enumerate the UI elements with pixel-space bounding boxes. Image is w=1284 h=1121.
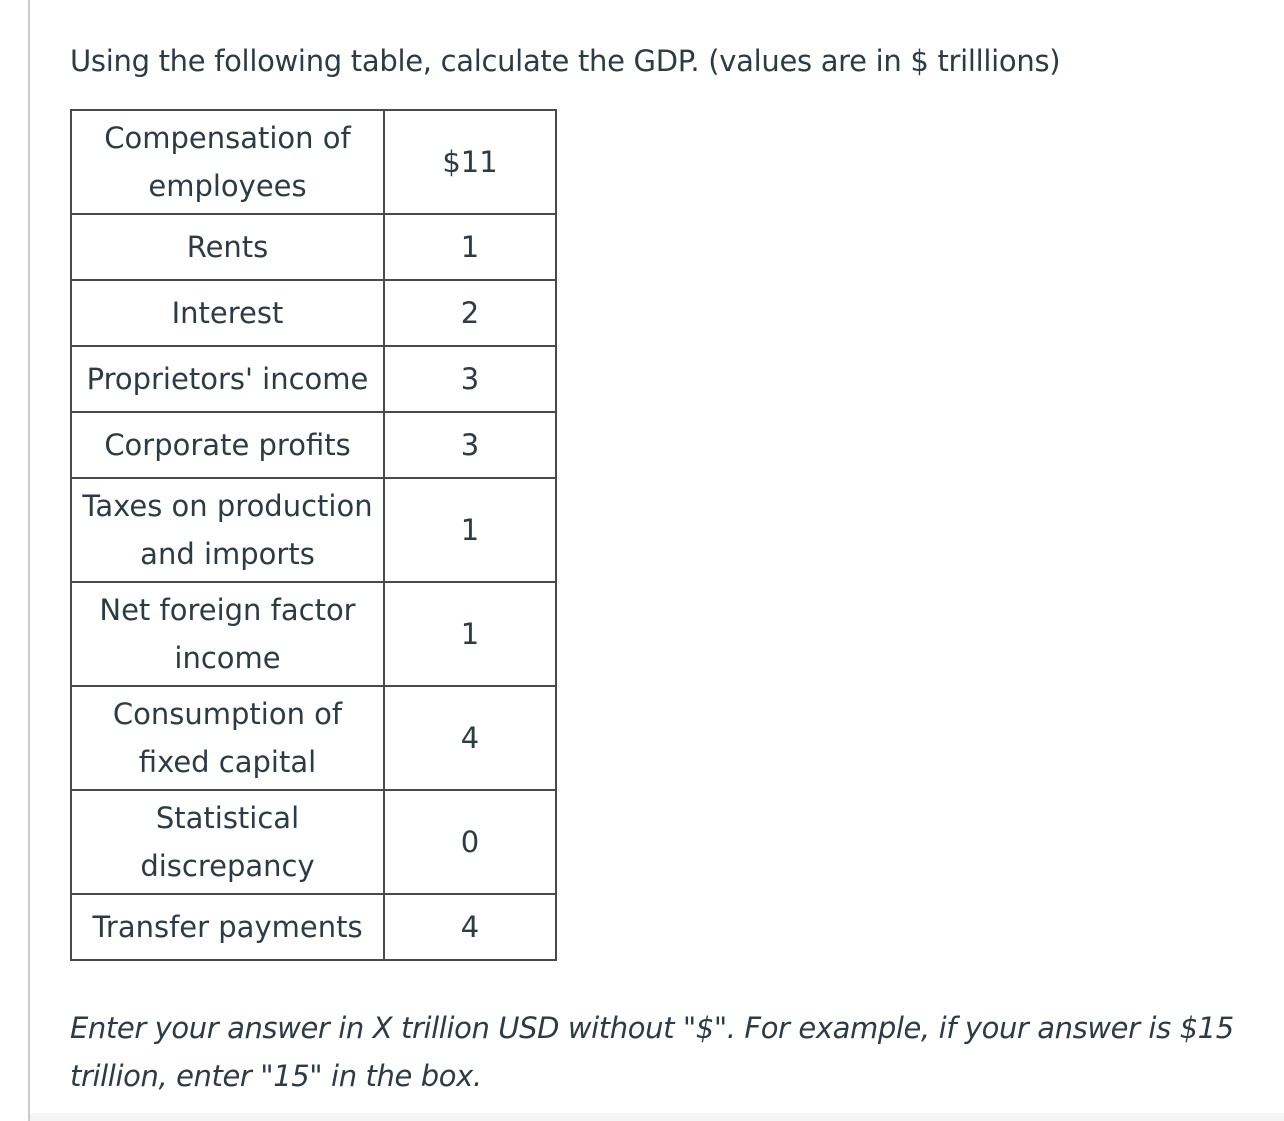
- table-row: [71, 790, 556, 894]
- table-row: [71, 214, 556, 280]
- question-prompt: Using the following table, calculate the GDP. (values are in $ trilllions): [70, 44, 1061, 78]
- row-label: Rents: [71, 214, 384, 280]
- row-label: Net foreign factor income: [71, 582, 384, 686]
- row-value: 1: [384, 478, 556, 582]
- table-row: [71, 478, 556, 582]
- row-value: 1: [384, 582, 556, 686]
- row-value: 0: [384, 790, 556, 894]
- row-label: Consumption of fixed capital: [71, 686, 384, 790]
- row-label: Statistical discrepancy: [71, 790, 384, 894]
- row-label: Transfer payments: [71, 894, 384, 960]
- row-value: 4: [384, 894, 556, 960]
- row-label: Compensation of employees: [71, 110, 384, 214]
- row-label: Interest: [71, 280, 384, 346]
- row-label: Proprietors' income: [71, 346, 384, 412]
- row-label: Corporate profits: [71, 412, 384, 478]
- table-row: [71, 110, 556, 214]
- table-row: [71, 280, 556, 346]
- table-row: [71, 686, 556, 790]
- table-row: [71, 894, 556, 960]
- content-left-border: [28, 0, 30, 1121]
- row-value: $11: [384, 110, 556, 214]
- row-label: Taxes on production and imports: [71, 478, 384, 582]
- answer-instruction: Enter your answer in X trillion USD without "$". For example, if your answer is $15 trillion, enter "15" in the box.: [70, 1011, 1234, 1093]
- table-row: [71, 582, 556, 686]
- row-value: 2: [384, 280, 556, 346]
- row-value: 1: [384, 214, 556, 280]
- question-block: [70, 40, 1260, 82]
- content-bottom-edge: [30, 1113, 1284, 1121]
- row-value: 3: [384, 412, 556, 478]
- table-row: [71, 412, 556, 478]
- row-value: 3: [384, 346, 556, 412]
- gdp-data-table: [70, 109, 557, 961]
- table-row: [71, 346, 556, 412]
- row-value: 4: [384, 686, 556, 790]
